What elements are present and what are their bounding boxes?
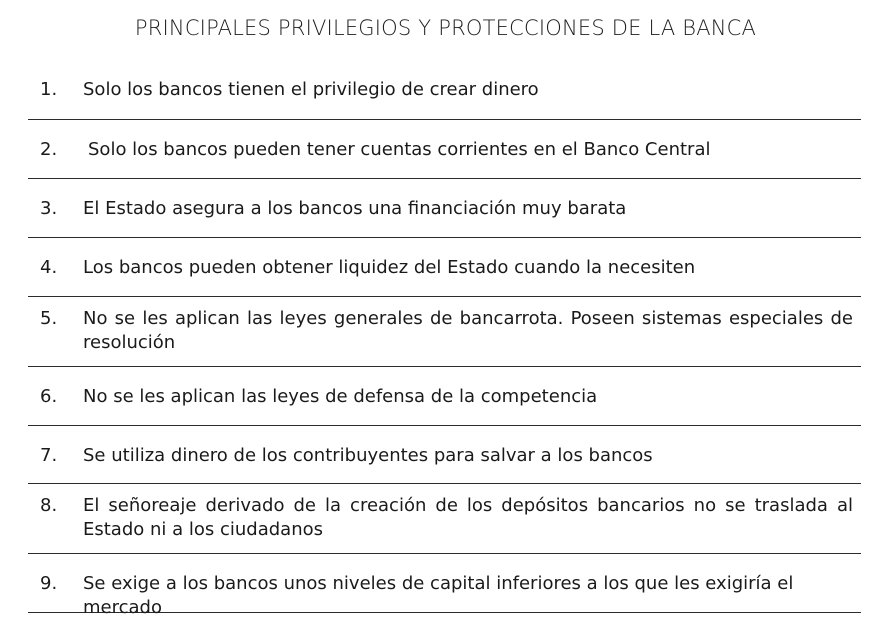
item-text: El señoreaje derivado de la creación de los depósitos bancarios no se traslada al Estado ni a los ciudadanos	[83, 495, 853, 540]
item-text: No se les aplican las leyes de defensa de la competencia	[83, 386, 598, 407]
list-item	[28, 484, 861, 554]
item-number: 1.	[40, 79, 58, 100]
list-item	[28, 367, 861, 426]
list-item	[28, 554, 861, 618]
privileges-list	[28, 60, 861, 618]
item-text: Se exige a los bancos unos niveles de capital inferiores a los que les exigiría el mercado	[83, 573, 794, 618]
list-item	[28, 426, 861, 484]
item-text: No se les aplican las leyes generales de bancarrota. Poseen sistemas especiales de resolución	[83, 308, 853, 353]
list-item	[28, 238, 861, 297]
item-number: 7.	[40, 445, 58, 466]
item-text: Solo los bancos tienen el privilegio de crear dinero	[83, 79, 539, 100]
item-number: 2.	[40, 139, 58, 160]
item-number: 4.	[40, 257, 58, 278]
item-number: 3.	[40, 198, 58, 219]
item-number: 8.	[40, 495, 58, 516]
list-item	[28, 297, 861, 367]
item-number: 6.	[40, 386, 58, 407]
item-text: Se utiliza dinero de los contribuyentes para salvar a los bancos	[83, 445, 653, 466]
item-number: 5.	[40, 308, 58, 329]
item-text: Los bancos pueden obtener liquidez del Estado cuando la necesiten	[83, 257, 696, 278]
list-item	[28, 179, 861, 238]
page-title: PRINCIPALES PRIVILEGIOS Y PROTECCIONES DE LA BANCA	[134, 16, 757, 40]
item-text: Solo los bancos pueden tener cuentas corrientes en el Banco Central	[88, 139, 711, 160]
item-text: El Estado asegura a los bancos una financiación muy barata	[83, 198, 627, 219]
item-number: 9.	[40, 573, 58, 594]
list-item	[28, 120, 861, 179]
list-item	[28, 60, 861, 120]
